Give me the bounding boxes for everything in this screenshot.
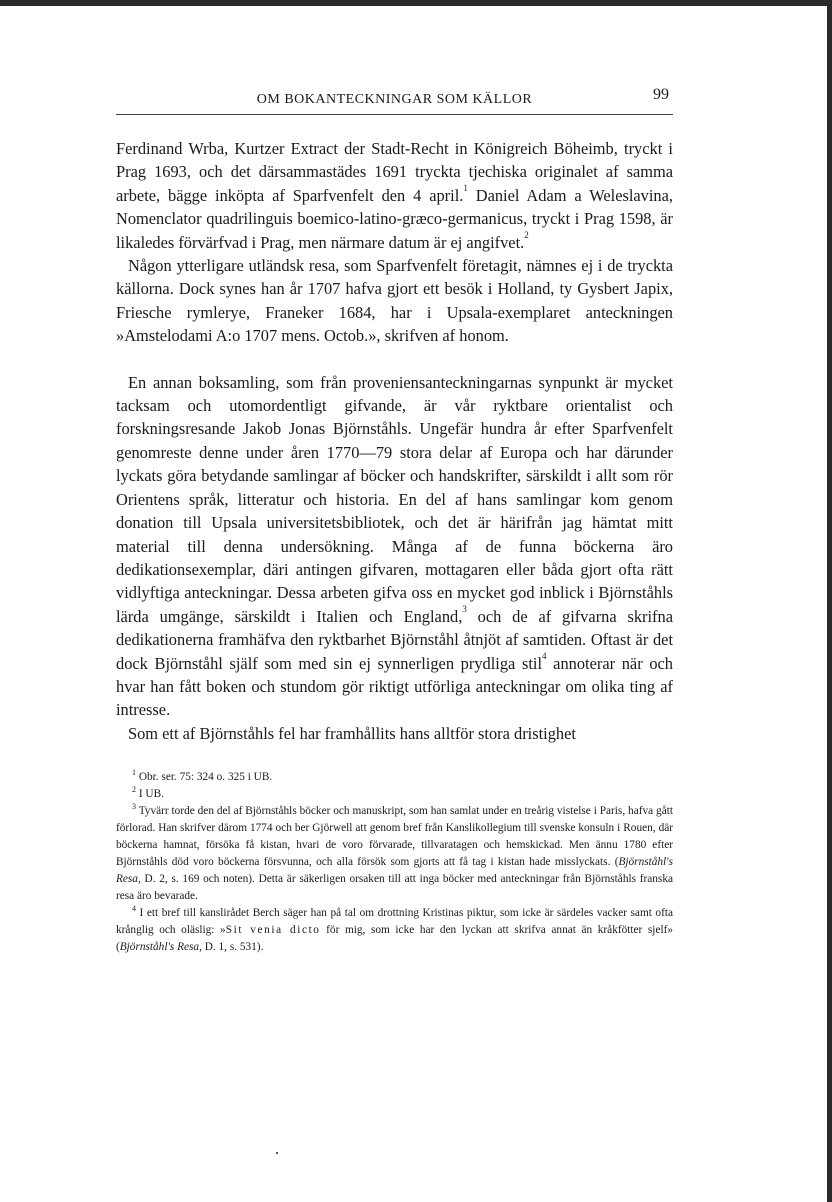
scan-edge-right [827,0,832,1202]
book-page [116,88,673,956]
running-title: OM BOKANTECKNINGAR SOM KÄLLOR [256,92,533,107]
footnote-4-spaced-phrase: Sit venia dicto [225,924,321,937]
footnote-4-text-b: för mig, som icke har den lyckan att skrifva annat än kråkfötter sjelf» ( [116,924,674,954]
footnote-ref-2: 2 [524,229,529,240]
footnote-4-text-c: D. 1, s. 531). [201,941,264,954]
footnote-1-text: Obr. ser. 75: 324 o. 325 i UB. [136,771,273,784]
footnote-2-mark: 2 [132,785,136,795]
paragraph-1-text-a: Ferdinand Wrba, Kurtzer Extract der Stadt-Recht in Königreich Böheimb, tryckt i Prag 1693, och det därsammastädes 1691 tryckta tjechiska originalet af samma arbete, bägge inköpta af Sparfvenfelt den 4 april. [116,139,673,205]
footnote-4-text-a: I ett bref till kanslirådet Berch säger han på tal om drottning Kristinas piktur, som icke är särdeles vacker samt ofta krånglig och oläslig: » [116,907,673,937]
footnote-ref-3: 3 [462,603,467,614]
paragraph-1-text-b: Daniel Adam a Weleslavina, Nomenclator quadrilinguis boemico-latino-græco-germanicus, tryckt i Prag 1598, är likaledes förvärfvad i Prag, men närmare datum är ej angifvet. [116,185,673,252]
footnote-4-mark: 4 [132,904,136,914]
body-text [116,137,673,745]
running-head [116,88,673,115]
page-number: 99 [653,86,669,103]
footnote-2-text: I UB. [136,788,164,801]
footnote-ref-1: 1 [463,182,468,193]
paragraph-3-text-b: och de af gifvarna skrifna dedikationerna framhäfva den ryktbarhet Björnståhl åtnjöt af samtiden. Oftast är det dock Björnståhl själf som med sin ej synnerligen prydliga stil [116,606,673,673]
footnote-3-text-b: D. 2, s. 169 och noten). Detta är säkerligen orsaken till att inga böcker med anteckningar från Björnståhls franska resa äro bevarade. [116,873,673,903]
paragraph-3-text-c: annoterar när och hvar han fått boken och stundom gör riktigt utförliga anteckningar om olika ting af intresse. [116,653,673,720]
scan-edge-top [0,0,832,6]
paragraph-1 [116,137,673,254]
footnote-1 [116,769,673,786]
footnotes [116,769,673,956]
footnote-1-mark: 1 [132,768,136,778]
footnote-ref-4: 4 [542,650,547,661]
footnote-2 [116,786,673,803]
scan-speck [276,1152,278,1154]
paragraph-4: Som ett af Björnståhls fel har framhållits hans alltför stora dristighet [128,723,576,743]
paragraph-3 [116,371,673,722]
footnote-4 [116,905,673,956]
footnote-4-citation: Björnståhl's Resa, [119,941,202,954]
footnote-3-text-a: Tyvärr torde den del af Björnståhls böcker och manuskript, som han samlat under en treårig vistelse i Paris, hafva gått förlorad. Han skrifver därom 1774 och ber Gjörwell att genom bref från Kanslikollegium till svenske konsuln i Rouen, där böckerna hamnat, försöka få kistan, hvari de voro förvarade, tillvaratagen och hemskickad. Men ännu 1780 efter Björnståhls död voro böckerna försvunna, och alla försök som gjorts att få tag i kistan hade misslyckats. ( [116,805,673,869]
footnote-3-mark: 3 [132,802,136,812]
paragraph-3-text-a: En annan boksamling, som från proveniensanteckningarnas synpunkt är mycket tacksam och utomordentligt gifvande, är vår ryktbare orientalist och forskningsresande Jakob Jonas Björnståhls. Ungefär hundra år efter Sparfvenfelt genomreste denne under åren 1770—79 stora delar af Europa och har därunder lyckats göra betydande samlingar af böcker och handskrifter, särskildt i allt som rör Orientens språk, litteratur och historia. En del af hans samlingar kom genom donation till Upsala universitetsbibliotek, och det är härifrån jag hämtat mitt material till denna undersökning. Många af de funna böckerna äro dedikationsexemplar, däri antingen gifvaren, mottagaren eller båda gjort ofta rätt vidlyftiga anteckningar. Dessa arbeten gifva oss en mycket god inblick i Björnståhls lärda umgänge, särskildt i Italien och England, [116,372,673,626]
footnote-3-citation: Björnståhl's Resa, [116,856,673,886]
paragraph-2: Någon ytterligare utländsk resa, som Sparfvenfelt företagit, nämnes ej i de tryckta källorna. Dock synes han år 1707 hafva gjort ett besök i Holland, ty Gysbert Japix, Friesche rymlerye, Franeker 1684, har i Upsala-exemplaret anteckningen »Amstelodami A:o 1707 mens. Octob.», skrifven af honom. [116,256,673,346]
footnote-3 [116,803,673,905]
